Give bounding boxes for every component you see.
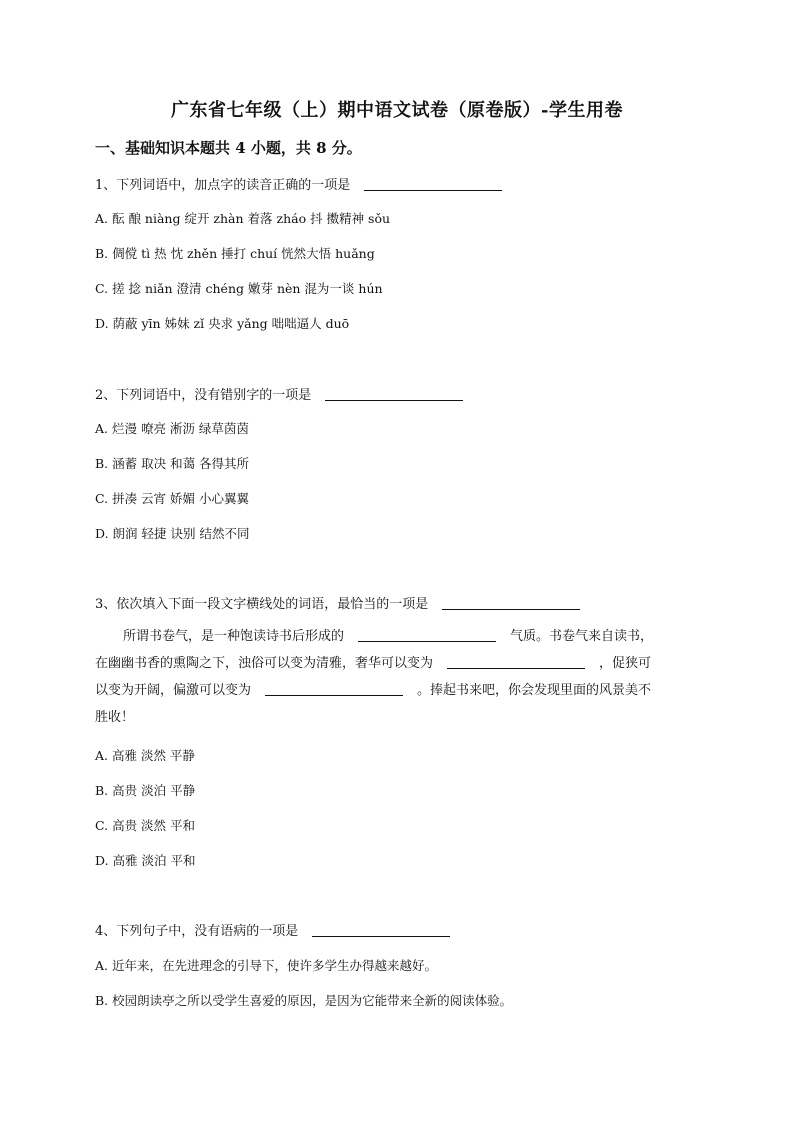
passage-text: 。捧起书来吧，你会发现里面的风景美不 — [417, 683, 652, 698]
q3-option-a: A. 高雅 淡然 平静 — [95, 748, 195, 763]
passage-text: 所谓书卷气，是一种饱读诗书后形成的 — [123, 629, 345, 644]
answer-blank-2[interactable] — [325, 387, 463, 401]
q2-option-a: A. 烂漫 嘹亮 淅沥 绿草茵茵 — [95, 421, 249, 436]
question-4-stem: 4、下列句子中，没有语病的一项是 — [95, 924, 299, 939]
answer-blank-3[interactable] — [442, 596, 580, 610]
question-1-stem: 1、下列词语中，加点字的读音正确的一项是 — [95, 178, 351, 193]
q1-option-c: C. 搓 捻 niǎn 澄清 chéng 嫩芽 nèn 混为一谈 hún — [95, 281, 383, 296]
question-1 — [95, 174, 502, 193]
q3-option-d: D. 高雅 淡泊 平和 — [95, 853, 196, 868]
q2-option-b: B. 涵蓄 取决 和蔼 各得其所 — [95, 456, 250, 471]
q1-option-b: B. 倜傥 tì 热 忱 zhěn 捶打 chuí 恍然大悟 huǎng — [95, 246, 375, 261]
answer-blank-4[interactable] — [312, 923, 450, 937]
q2-option-c: C. 拼凑 云宵 娇媚 小心翼翼 — [95, 491, 249, 506]
page-title: 广东省七年级（上）期中语文试卷（原卷版）-学生用卷 — [171, 100, 623, 121]
passage-text: 气质。书卷气来自读书， — [510, 629, 654, 644]
passage-line-3 — [95, 677, 695, 704]
passage-blank-2[interactable] — [447, 655, 585, 669]
q1-option-a: A. 酝 酿 niàng 绽开 zhàn 着落 zháo 抖 擞精神 sǒu — [95, 211, 391, 226]
passage-line-4: 胜收！ — [95, 710, 135, 725]
passage-text: 在幽幽书香的熏陶之下，浊俗可以变为清雅，奢华可以变为 — [95, 656, 434, 671]
section-heading: 一、基础知识本题共 4 小题，共 8 分。 — [95, 139, 362, 157]
q1-option-d: D. 荫蔽 yīn 姊妹 zǐ 央求 yǎng 咄咄逼人 duō — [95, 316, 350, 331]
passage-blank-1[interactable] — [358, 628, 496, 642]
question-3-passage — [95, 623, 695, 731]
question-3-stem: 3、依次填入下面一段文字横线处的词语，最恰当的一项是 — [95, 597, 429, 612]
passage-line-1 — [95, 623, 695, 650]
question-4 — [95, 920, 450, 939]
question-2 — [95, 384, 463, 403]
passage-blank-3[interactable] — [265, 682, 403, 696]
answer-blank-1[interactable] — [364, 177, 502, 191]
question-2-stem: 2、下列词语中，没有错别字的一项是 — [95, 388, 312, 403]
passage-line-2 — [95, 650, 695, 677]
q2-option-d: D. 朗润 轻捷 诀别 结然不同 — [95, 526, 250, 541]
q4-option-b: B. 校园朗读亭之所以受学生喜爱的原因，是因为它能带来全新的阅读体验。 — [95, 993, 513, 1008]
passage-text: 以变为开阔，偏激可以变为 — [95, 683, 252, 698]
question-3 — [95, 593, 580, 612]
passage-text: ，促狭可 — [599, 656, 652, 671]
q3-option-b: B. 高贵 淡泊 平静 — [95, 783, 196, 798]
q3-option-c: C. 高贵 淡然 平和 — [95, 818, 196, 833]
q4-option-a: A. 近年来，在先进理念的引导下，使许多学生办得越来越好。 — [95, 958, 437, 973]
